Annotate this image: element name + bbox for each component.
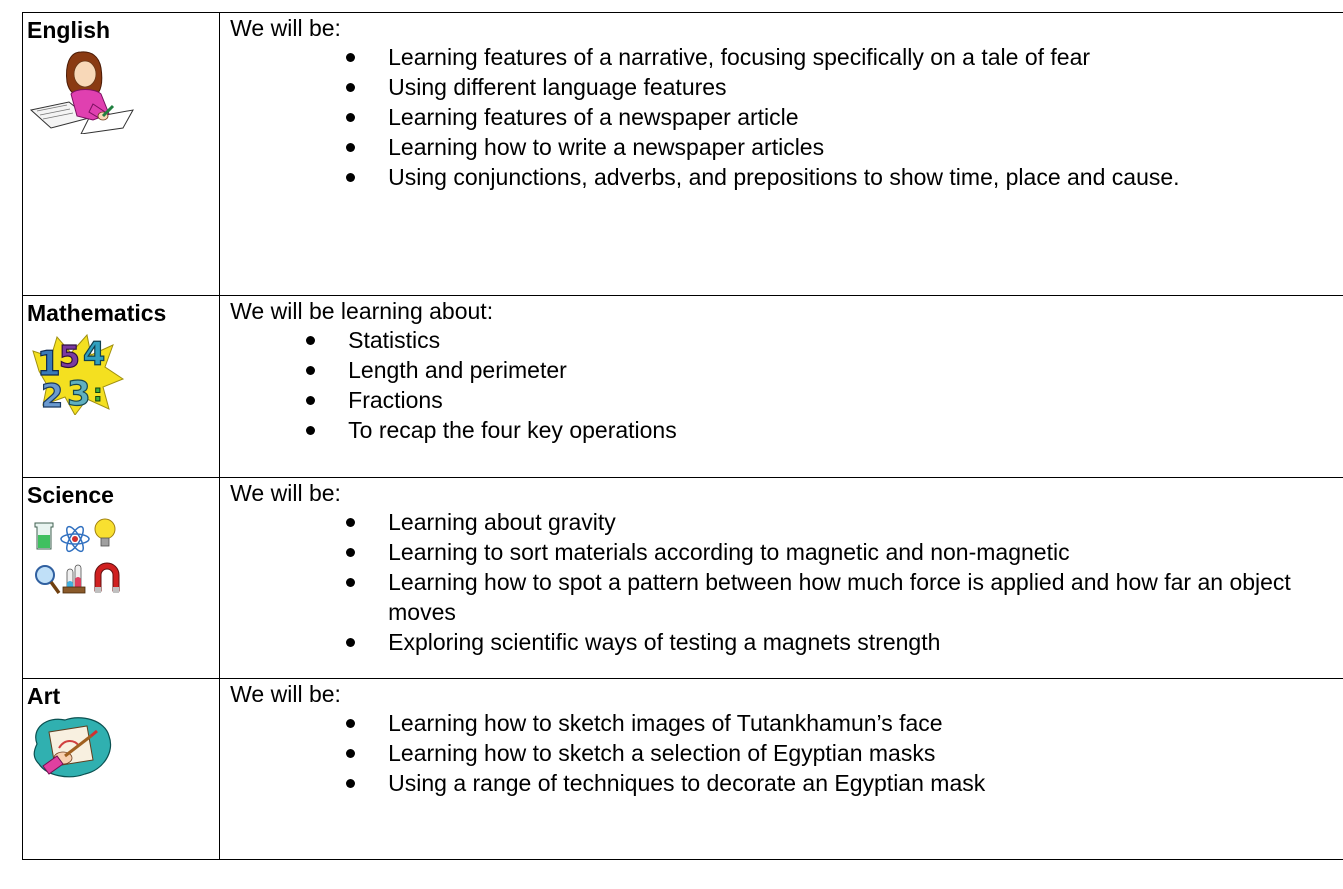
topic-list-english bbox=[220, 42, 1343, 192]
list-item-text: Fractions bbox=[348, 387, 443, 413]
list-item bbox=[220, 738, 1324, 768]
bullet-icon bbox=[346, 173, 355, 182]
subject-row-mathematics bbox=[23, 296, 1343, 478]
list-item-text: Using conjunctions, adverbs, and prepositions to show time, place and cause. bbox=[388, 164, 1180, 190]
list-item-text: Exploring scientific ways of testing a magnets strength bbox=[388, 629, 941, 655]
intro-text-art: We will be: bbox=[230, 681, 341, 707]
bullet-icon bbox=[306, 426, 315, 435]
list-item-text: Learning how to write a newspaper articles bbox=[388, 134, 825, 160]
subject-name-english: English bbox=[27, 17, 111, 43]
content-cell-science bbox=[220, 478, 1343, 679]
list-item bbox=[220, 768, 1324, 798]
list-item bbox=[220, 102, 1324, 132]
svg-text:1: 1 bbox=[37, 344, 61, 384]
girl-writing-icon bbox=[29, 48, 137, 134]
bullet-icon bbox=[346, 548, 355, 557]
list-item bbox=[220, 162, 1324, 192]
bullet-icon bbox=[306, 336, 315, 345]
content-cell-art bbox=[220, 679, 1343, 860]
art-palette-icon bbox=[29, 714, 113, 780]
list-item-text: Learning features of a narrative, focusing specifically on a tale of fear bbox=[388, 44, 1091, 70]
bullet-icon bbox=[346, 518, 355, 527]
content-cell-mathematics bbox=[220, 296, 1343, 478]
subject-cell-art bbox=[23, 679, 220, 860]
topic-list-mathematics bbox=[220, 325, 1343, 445]
topic-list-art bbox=[220, 708, 1343, 798]
bullet-icon bbox=[346, 53, 355, 62]
science-equipment-icon bbox=[29, 513, 125, 603]
bullet-icon bbox=[346, 143, 355, 152]
list-item-text: Using a range of techniques to decorate an Egyptian mask bbox=[388, 770, 986, 796]
list-item-text: Learning how to sketch images of Tutankhamun’s face bbox=[388, 710, 943, 736]
svg-text::: : bbox=[93, 379, 103, 407]
subject-row-art bbox=[23, 679, 1343, 860]
list-item-text: Learning features of a newspaper article bbox=[388, 104, 799, 130]
list-item-text: Statistics bbox=[348, 327, 441, 353]
subject-cell-english bbox=[23, 13, 220, 296]
svg-text:2: 2 bbox=[41, 377, 64, 415]
list-item bbox=[220, 708, 1324, 738]
list-item-text: Learning how to spot a pattern between how much force is applied and how far an object moves bbox=[388, 569, 1291, 625]
list-item bbox=[220, 537, 1324, 567]
bullet-icon bbox=[346, 779, 355, 788]
list-item bbox=[220, 507, 1324, 537]
bullet-icon bbox=[346, 638, 355, 647]
subject-name-mathematics: Mathematics bbox=[27, 300, 167, 326]
list-item-text: Length and perimeter bbox=[348, 357, 567, 383]
curriculum-table bbox=[22, 12, 1343, 860]
list-item bbox=[220, 415, 1324, 445]
list-item bbox=[220, 42, 1324, 72]
numbers-icon bbox=[29, 331, 125, 415]
list-item bbox=[220, 132, 1324, 162]
intro-text-mathematics: We will be learning about: bbox=[230, 298, 494, 324]
bullet-icon bbox=[306, 366, 315, 375]
subject-row-english bbox=[23, 13, 1343, 296]
bullet-icon bbox=[306, 396, 315, 405]
svg-text:5: 5 bbox=[59, 340, 80, 375]
bullet-icon bbox=[346, 83, 355, 92]
bullet-icon bbox=[346, 113, 355, 122]
subject-cell-mathematics bbox=[23, 296, 220, 478]
intro-text-science: We will be: bbox=[230, 480, 341, 506]
subject-cell-science bbox=[23, 478, 220, 679]
content-cell-english bbox=[220, 13, 1343, 296]
list-item-text: Learning about gravity bbox=[388, 509, 616, 535]
list-item-text: Using different language features bbox=[388, 74, 727, 100]
subject-name-art: Art bbox=[27, 683, 61, 709]
svg-text:3: 3 bbox=[67, 374, 91, 414]
topic-list-science bbox=[220, 507, 1343, 657]
list-item-text: Learning to sort materials according to magnetic and non-magnetic bbox=[388, 539, 1070, 565]
list-item bbox=[220, 72, 1324, 102]
intro-text-english: We will be: bbox=[230, 15, 341, 41]
bullet-icon bbox=[346, 578, 355, 587]
list-item bbox=[220, 385, 1324, 415]
svg-text:4: 4 bbox=[83, 335, 106, 373]
list-item bbox=[220, 567, 1324, 627]
list-item-text: Learning how to sketch a selection of Egyptian masks bbox=[388, 740, 936, 766]
list-item bbox=[220, 627, 1324, 657]
list-item-text: To recap the four key operations bbox=[348, 417, 677, 443]
list-item bbox=[220, 325, 1324, 355]
subject-row-science bbox=[23, 478, 1343, 679]
bullet-icon bbox=[346, 719, 355, 728]
bullet-icon bbox=[346, 749, 355, 758]
list-item bbox=[220, 355, 1324, 385]
subject-name-science: Science bbox=[27, 482, 114, 508]
